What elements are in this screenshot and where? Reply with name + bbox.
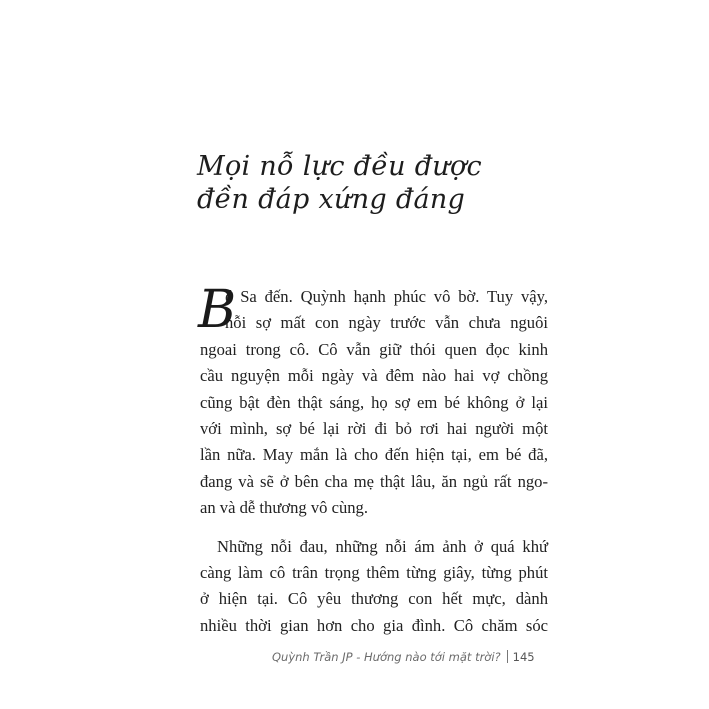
- page-footer: [272, 650, 542, 664]
- drop-cap: B: [198, 280, 237, 340]
- page-number: 145: [512, 650, 535, 664]
- text-line: với mình, sợ bé lại rời đi bỏ rơi hai người một: [200, 419, 548, 439]
- text-line: càng làm cô trân trọng thêm từng giây, từng phút: [200, 563, 548, 583]
- paragraph-1: [198, 280, 548, 522]
- text-line: an và dễ thương vô cùng.: [200, 498, 368, 518]
- footer-divider: [507, 650, 508, 663]
- text-line: đang và sẽ ở bên cha mẹ thật lâu, ăn ngủ rất ngo-: [200, 471, 548, 491]
- text-line: ngoai trong cô. Cô vẫn giữ thói quen đọc kinh: [200, 339, 548, 359]
- text-line-content: é Sa đến. Quỳnh hạnh phúc vô bờ. Tuy vậy,: [225, 287, 548, 306]
- running-title: Quỳnh Trần JP - Hướng nào tới mặt trời?: [272, 650, 501, 664]
- text-line: Những nỗi đau, những nỗi ám ảnh ở quá khứ: [217, 536, 548, 556]
- text-line: nỗi sợ mất con ngày trước vẫn chưa nguôi: [225, 313, 548, 333]
- text-line: ở hiện tại. Cô yêu thương con hết mực, dành: [200, 589, 548, 609]
- text-line: lần nữa. May mắn là cho đến hiện tại, em bé đã,: [200, 445, 548, 465]
- chapter-title-line-2: đền đáp xứng đáng: [197, 184, 466, 215]
- text-line: cầu nguyện mỗi ngày và đêm nào hai vợ chồng: [200, 366, 548, 386]
- chapter-title: [197, 150, 527, 216]
- body-text: [198, 280, 548, 639]
- text-line: cũng bật đèn thật sáng, họ sợ em bé không ở lại: [200, 392, 548, 412]
- chapter-title-line-1: Mọi nỗ lực đều được: [197, 151, 482, 182]
- text-line: nhiều thời gian hơn cho gia đình. Cô chăm sóc: [200, 615, 548, 635]
- paragraph-2: [200, 534, 548, 640]
